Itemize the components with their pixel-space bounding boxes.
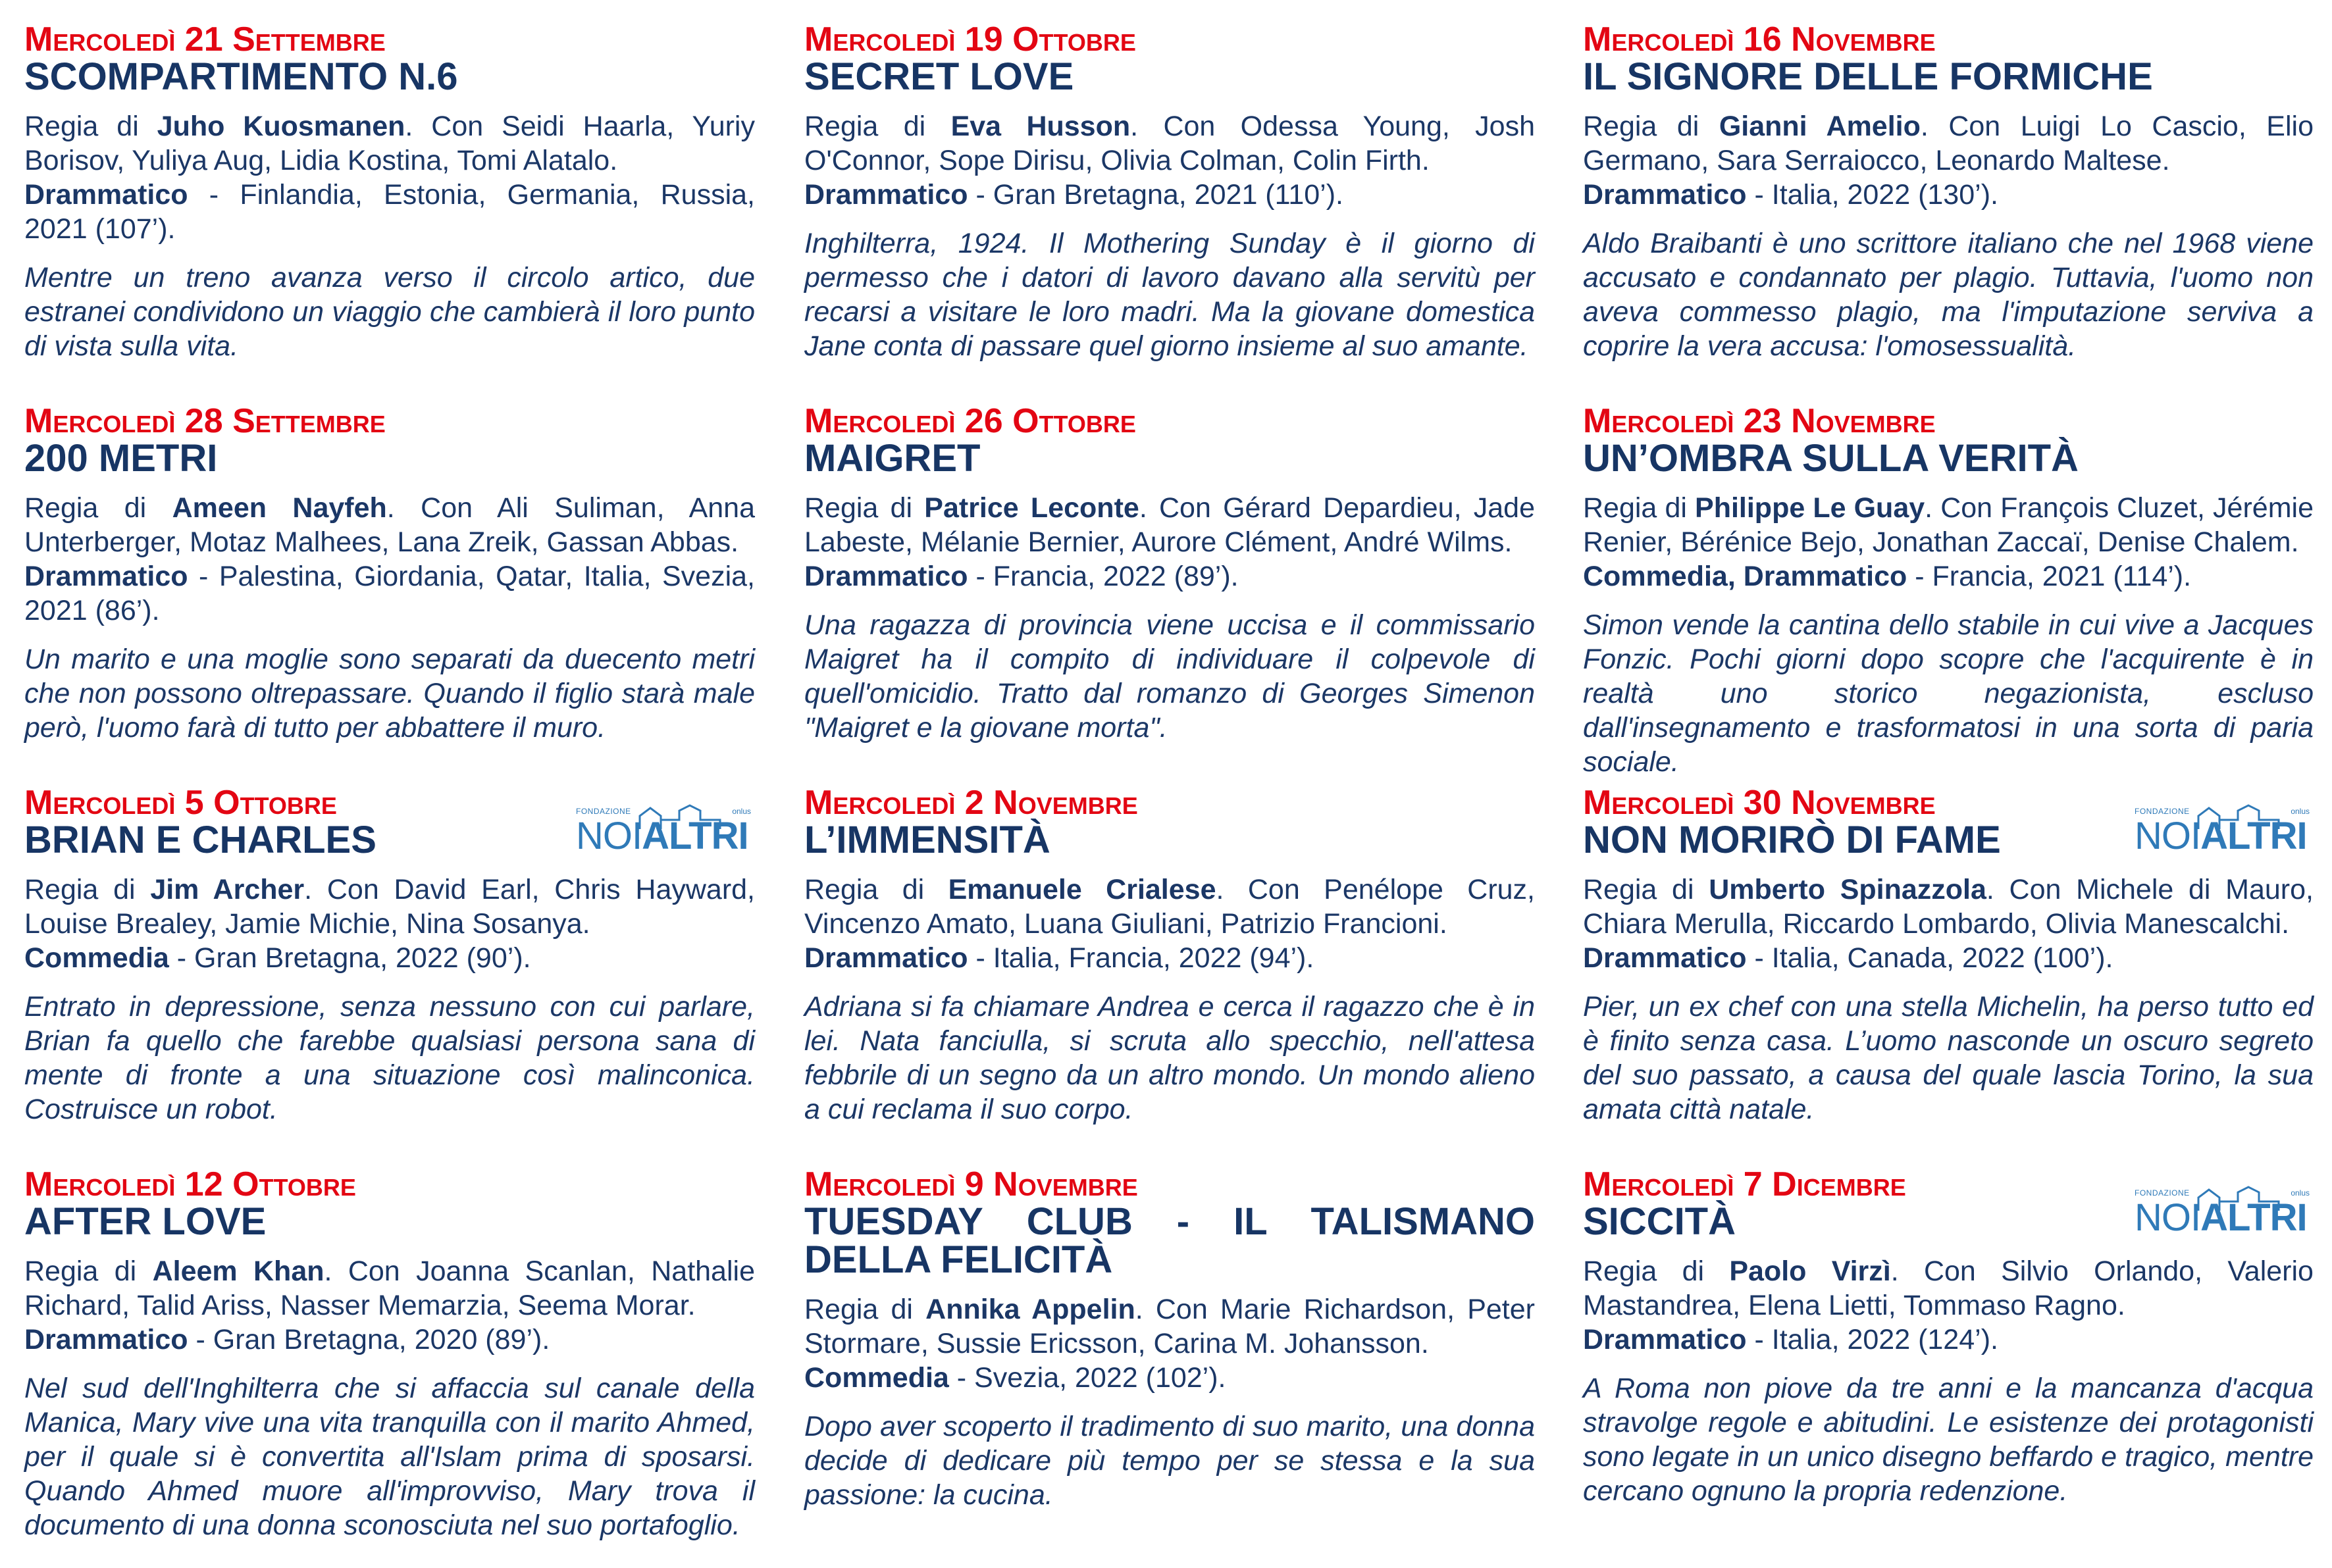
film-credits bbox=[1583, 109, 2314, 212]
noialtri-logo bbox=[576, 804, 755, 857]
film-synopsis: Pier, un ex chef con una stella Michelin, ha perso tutto ed è finito senza casa. L’uomo nasconde un oscuro segreto del suo passato, a causa del quale lascia Torino, la sua amata città natale. bbox=[1583, 991, 2314, 1125]
cast-list: . Con Silvio Orlando, Valerio Mastandrea, Elena Lietti, Tommaso Ragno. bbox=[1583, 1255, 2314, 1321]
country-year-runtime: - Gran Bretagna, 2021 (110’). bbox=[968, 179, 1343, 211]
film-synopsis: Adriana si fa chiamare Andrea e cerca il ragazzo che è in lei. Nata fanciulla, si scruta allo specchio, nell'attesa febbrile di un segno da un altro mondo. Un mondo alieno a cui reclama il suo corpo. bbox=[804, 991, 1535, 1125]
screening-date: Mercoledì 5 Ottobre bbox=[24, 784, 337, 822]
regia-prefix: Regia di bbox=[24, 492, 172, 524]
regia-prefix: Regia di bbox=[1583, 492, 1696, 524]
film-credits bbox=[24, 1254, 755, 1357]
film-entry bbox=[1583, 403, 2314, 784]
film-title: UN’OMBRA SULLA VERITÀ bbox=[1583, 437, 2079, 480]
film-title: AFTER LOVE bbox=[24, 1200, 267, 1243]
country-year-runtime: - Francia, 2021 (114’). bbox=[1907, 561, 2192, 592]
film-credits bbox=[24, 873, 755, 975]
genre: Drammatico bbox=[24, 179, 188, 211]
director-name: Aleem Khan bbox=[152, 1255, 324, 1287]
director-name: Emanuele Crialese bbox=[948, 874, 1216, 905]
screening-date: Mercoledì 30 Novembre bbox=[1583, 784, 1936, 822]
screening-date: Mercoledì 12 Ottobre bbox=[24, 1165, 356, 1203]
director-name: Paolo Virzì bbox=[1729, 1255, 1891, 1287]
film-synopsis: Una ragazza di provincia viene uccisa e il commissario Maigret ha il compito di individuare il colpevole di quell'omicidio. Tratto dal romanzo di Georges Simenon "Maigret e la giovane morta". bbox=[804, 609, 1535, 744]
film-entry bbox=[1583, 784, 2314, 1166]
film-entry bbox=[804, 1166, 1535, 1548]
regia-prefix: Regia di bbox=[24, 111, 157, 142]
director-name: Jim Archer bbox=[150, 874, 305, 905]
country-year-runtime: - Finlandia, Estonia, Germania, Russia, 2021 (107’). bbox=[24, 179, 755, 245]
regia-prefix: Regia di bbox=[804, 111, 951, 142]
film-synopsis: A Roma non piove da tre anni e la mancanza d'acqua stravolge regole e abitudini. Le esistenze dei protagonisti sono legate in un unico disegno beffardo e tragico, mentre cercano ognuno la propria redenzione. bbox=[1583, 1373, 2314, 1507]
country-year-runtime: - Italia, 2022 (124’). bbox=[1746, 1324, 1998, 1355]
logo-noi: NOI bbox=[576, 815, 642, 857]
logo-wordmark bbox=[2135, 1196, 2307, 1239]
director-name: Umberto Spinazzola bbox=[1709, 874, 1986, 905]
film-title: BRIAN E CHARLES bbox=[24, 819, 376, 861]
logo-wordmark bbox=[576, 817, 748, 855]
film-synopsis: Dopo aver scoperto il tradimento di suo marito, una donna decide di dedicare più tempo per se stessa e la sua passione: la cucina. bbox=[804, 1411, 1535, 1511]
logo-fondazione-text: FONDAZIONE bbox=[2135, 1188, 2190, 1198]
cast-list: . Con Luigi Lo Cascio, Elio Germano, Sara Serraiocco, Leonardo Maltese. bbox=[1583, 111, 2314, 176]
director-name: Juho Kuosmanen bbox=[157, 111, 405, 142]
film-title: IL SIGNORE DELLE FORMICHE bbox=[1583, 55, 2153, 98]
country-year-runtime: - Italia, 2022 (130’). bbox=[1746, 179, 1998, 211]
film-credits bbox=[804, 109, 1535, 212]
country-year-runtime: - Palestina, Giordania, Qatar, Italia, Svezia, 2021 (86’). bbox=[24, 561, 755, 626]
country-year-runtime: - Svezia, 2022 (102’). bbox=[948, 1362, 1226, 1394]
screening-date: Mercoledì 2 Novembre bbox=[804, 784, 1138, 822]
film-entry bbox=[1583, 1166, 2314, 1548]
logo-fondazione-text: FONDAZIONE bbox=[2135, 807, 2190, 816]
film-entry bbox=[804, 21, 1535, 403]
director-name: Annika Appelin bbox=[925, 1294, 1135, 1325]
director-name: Eva Husson bbox=[950, 111, 1131, 142]
film-synopsis: Mentre un treno avanza verso il circolo artico, due estranei condividono un viaggio che cambierà il loro punto di vista sulla vita. bbox=[24, 262, 755, 362]
director-name: Ameen Nayfeh bbox=[172, 492, 387, 524]
country-year-runtime: - Italia, Canada, 2022 (100’). bbox=[1746, 942, 2113, 974]
film-title: TUESDAY CLUB - IL TALISMANO DELLA FELICITÀ bbox=[804, 1200, 1535, 1281]
country-year-runtime: - Gran Bretagna, 2020 (89’). bbox=[188, 1324, 550, 1355]
cast-list: . Con Marie Richardson, Peter Stormare, Sussie Ericsson, Carina M. Johansson. bbox=[804, 1294, 1535, 1359]
logo-altri: ALTRI bbox=[2200, 1196, 2307, 1239]
regia-prefix: Regia di bbox=[804, 1294, 926, 1325]
genre: Drammatico bbox=[1583, 179, 1747, 211]
film-credits bbox=[24, 491, 755, 628]
film-title: 200 METRI bbox=[24, 437, 218, 480]
film-title: SCOMPARTIMENTO N.6 bbox=[24, 55, 458, 98]
film-entry bbox=[24, 403, 755, 784]
logo-onlus-text: onlus bbox=[732, 807, 751, 816]
genre: Commedia bbox=[24, 942, 169, 974]
genre: Drammatico bbox=[804, 179, 968, 211]
logo-wordmark bbox=[2135, 817, 2307, 855]
regia-prefix: Regia di bbox=[804, 874, 948, 905]
film-credits bbox=[1583, 491, 2314, 594]
film-synopsis: Simon vende la cantina dello stabile in cui vive a Jacques Fonzic. Pochi giorni dopo scopre che l'acquirente è in realtà uno storico negazionista, escluso dall'insegnamento e trasformatosi in una sorta di paria sociale. bbox=[1583, 609, 2314, 778]
cast-list: . Con Michele di Mauro, Chiara Merulla, Riccardo Lombardo, Olivia Manescalchi. bbox=[1583, 874, 2314, 940]
film-synopsis: Un marito e una moglie sono separati da duecento metri che non possono oltrepassare. Quando il figlio starà male però, l'uomo farà di tutto per abbattere il muro. bbox=[24, 644, 755, 744]
film-synopsis: Nel sud dell'Inghilterra che si affaccia sul canale della Manica, Mary vive una vita tranquilla con il marito Ahmed, per il quale si è convertita all'Islam prima di sposarsi. Quando Ahmed muore all'improvviso, Mary trova il documento di una donna sconosciuta nel suo portafoglio. bbox=[24, 1373, 755, 1541]
country-year-runtime: - Gran Bretagna, 2022 (90’). bbox=[168, 942, 531, 974]
country-year-runtime: - Italia, Francia, 2022 (94’). bbox=[968, 942, 1314, 974]
film-credits bbox=[804, 1292, 1535, 1395]
logo-onlus-text: onlus bbox=[2291, 807, 2310, 816]
cast-list: . Con David Earl, Chris Hayward, Louise Brealey, Jamie Michie, Nina Sosanya. bbox=[24, 874, 756, 940]
film-synopsis: Entrato in depressione, senza nessuno con cui parlare, Brian fa quello che farebbe qualsiasi persona sana di mente di fronte a una situazione così malinconica. Costruisce un robot. bbox=[24, 991, 755, 1125]
film-entry bbox=[24, 784, 755, 1166]
cast-list: . Con François Cluzet, Jérémie Renier, Bérénice Bejo, Jonathan Zaccaï, Denise Chalem. bbox=[1583, 492, 2314, 558]
film-title: NON MORIRÒ DI FAME bbox=[1583, 819, 2001, 861]
film-title: SICCITÀ bbox=[1583, 1200, 1736, 1243]
logo-noi: NOI bbox=[2135, 815, 2201, 857]
regia-prefix: Regia di bbox=[1583, 111, 1719, 142]
screening-date: Mercoledì 23 Novembre bbox=[1583, 402, 1936, 440]
genre: Drammatico bbox=[804, 942, 968, 974]
film-credits bbox=[1583, 873, 2314, 975]
regia-prefix: Regia di bbox=[1583, 874, 1709, 905]
film-entry bbox=[24, 1166, 755, 1548]
cast-list: . Con Gérard Depardieu, Jade Labeste, Mélanie Bernier, Aurore Clément, André Wilms. bbox=[804, 492, 1535, 558]
cast-list: . Con Seidi Haarla, Yuriy Borisov, Yuliya Aug, Lidia Kostina, Tomi Alatalo. bbox=[24, 111, 755, 176]
genre: Commedia bbox=[804, 1362, 949, 1394]
screening-date: Mercoledì 16 Novembre bbox=[1583, 20, 1936, 59]
genre: Drammatico bbox=[1583, 942, 1747, 974]
regia-prefix: Regia di bbox=[804, 492, 925, 524]
logo-onlus-text: onlus bbox=[2291, 1188, 2310, 1198]
film-credits bbox=[1583, 1254, 2314, 1357]
cast-list: . Con Joanna Scanlan, Nathalie Richard, Talid Ariss, Nasser Memarzia, Seema Morar. bbox=[24, 1255, 755, 1321]
screening-date: Mercoledì 9 Novembre bbox=[804, 1165, 1138, 1203]
cast-list: . Con Penélope Cruz, Vincenzo Amato, Luana Giuliani, Patrizio Francioni. bbox=[804, 874, 1535, 940]
logo-altri: ALTRI bbox=[642, 815, 748, 857]
regia-prefix: Regia di bbox=[1583, 1255, 1730, 1287]
column-2 bbox=[804, 21, 1535, 1548]
screening-date: Mercoledì 26 Ottobre bbox=[804, 402, 1136, 440]
film-credits bbox=[804, 491, 1535, 594]
director-name: Philippe Le Guay bbox=[1695, 492, 1925, 524]
column-1 bbox=[24, 21, 755, 1548]
genre: Drammatico bbox=[804, 561, 968, 592]
director-name: Patrice Leconte bbox=[924, 492, 1139, 524]
screening-date: Mercoledì 21 Settembre bbox=[24, 20, 386, 59]
genre: Drammatico bbox=[1583, 1324, 1747, 1355]
regia-prefix: Regia di bbox=[24, 874, 151, 905]
genre: Drammatico bbox=[24, 1324, 188, 1355]
film-entry bbox=[804, 403, 1535, 784]
cast-list: . Con Odessa Young, Josh O'Connor, Sope Dirisu, Olivia Colman, Colin Firth. bbox=[804, 111, 1536, 176]
genre: Commedia, Drammatico bbox=[1583, 561, 1907, 592]
column-3 bbox=[1583, 21, 2314, 1548]
film-entry bbox=[804, 784, 1535, 1166]
noialtri-logo bbox=[2135, 1186, 2314, 1238]
cast-list: . Con Ali Suliman, Anna Unterberger, Motaz Malhees, Lana Zreik, Gassan Abbas. bbox=[24, 492, 755, 558]
logo-fondazione-text: FONDAZIONE bbox=[576, 807, 631, 816]
logo-altri: ALTRI bbox=[2200, 815, 2307, 857]
film-credits bbox=[804, 873, 1535, 975]
noialtri-logo bbox=[2135, 804, 2314, 857]
film-credits bbox=[24, 109, 755, 246]
country-year-runtime: - Francia, 2022 (89’). bbox=[968, 561, 1239, 592]
screening-date: Mercoledì 28 Settembre bbox=[24, 402, 386, 440]
film-title: L’IMMENSITÀ bbox=[804, 819, 1050, 861]
screening-date: Mercoledì 19 Ottobre bbox=[804, 20, 1136, 59]
film-title: SECRET LOVE bbox=[804, 55, 1074, 98]
film-entry bbox=[1583, 21, 2314, 403]
director-name: Gianni Amelio bbox=[1719, 111, 1921, 142]
screening-date: Mercoledì 7 Dicembre bbox=[1583, 1165, 1906, 1203]
logo-noi: NOI bbox=[2135, 1196, 2201, 1239]
film-entry bbox=[24, 21, 755, 403]
genre: Drammatico bbox=[24, 561, 188, 592]
film-synopsis: Aldo Braibanti è uno scrittore italiano che nel 1968 viene accusato e condannato per plagio. Tuttavia, l'uomo non aveva commesso plagio, ma l'imputazione serviva a coprire la vera accusa: l'omosessualità. bbox=[1583, 228, 2314, 362]
regia-prefix: Regia di bbox=[24, 1255, 153, 1287]
film-title: MAIGRET bbox=[804, 437, 981, 480]
film-synopsis: Inghilterra, 1924. Il Mothering Sunday è il giorno di permesso che i datori di lavoro davano alla servitù per recarsi a visitare le loro madri. Ma la giovane domestica Jane conta di passare quel giorno insieme al suo amante. bbox=[804, 228, 1535, 362]
